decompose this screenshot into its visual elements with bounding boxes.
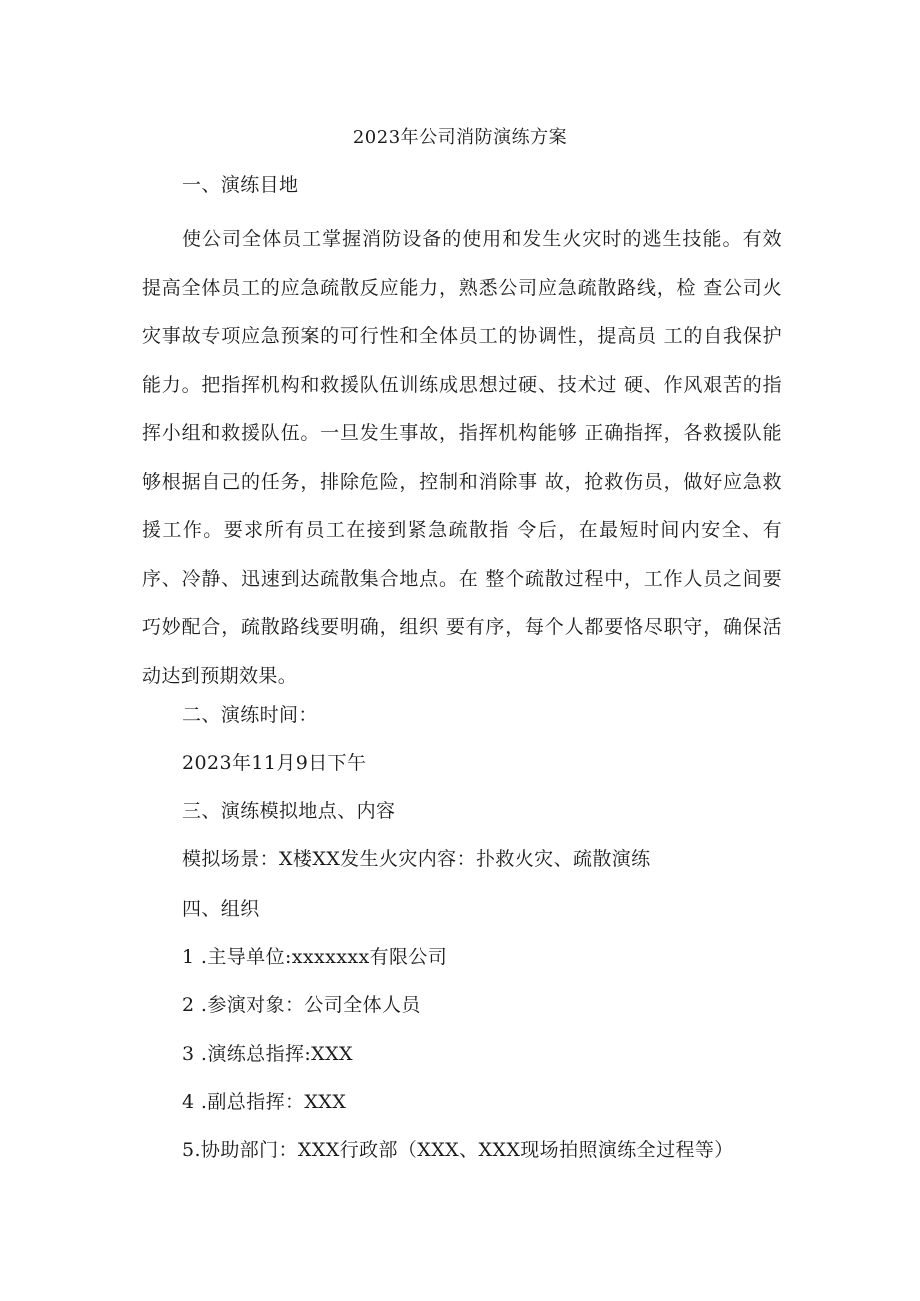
org-item-lead-unit: 1 .主导单位:xxxxxxx有限公司 <box>182 946 448 968</box>
org-item-assisting-department: 5.协助部门：XXX行政部（XXX、XXX现场拍照演练全过程等） <box>182 1139 734 1161</box>
section-heading-purpose: 一、演练目地 <box>182 174 299 196</box>
org-item-participants: 2 .参演对象：公司全体人员 <box>182 994 421 1016</box>
section-heading-location: 三、演练模拟地点、内容 <box>182 800 396 822</box>
org-item-deputy-commander: 4 .副总指挥：XXX <box>182 1091 347 1113</box>
document-title: 2023年公司消防演练方案 <box>352 127 568 148</box>
section-body-location: 模拟场景：X楼XX发生火灾内容：扑救火灾、疏散演练 <box>182 848 651 870</box>
section-heading-time: 二、演练时间： <box>182 704 318 726</box>
section-heading-organization: 四、组织 <box>182 898 260 920</box>
section-body-time: 2023年11月9日下午 <box>182 752 367 774</box>
org-item-chief-commander: 3 .演练总指挥:XXX <box>182 1043 353 1065</box>
section-body-purpose: 使公司全体员工掌握消防设备的使用和发生火灾时的逃生技能。有效提高全体员工的应急疏散反应能力，熟悉公司应急疏散路线，检 查公司火灾事故专项应急预案的可行性和全体员工的协调性，提高员 工的自我保护能力。把指挥机构和救援队伍训练成思想过硬、技术过 硬、作风艰苦的指挥小组和救援队伍。一旦发生事故，指挥机构能够 正确指挥，各救援队能够根据自己的任务，排除危险，控制和消除事 故，抢救伤员，做好应急救援工作。要求所有员工在接到紧急疏散指 令后，在最短时间内安全、有序、冷静、迅速到达疏散集合地点。在 整个疏散过程中，工作人员之间要巧妙配合，疏散路线要明确，组织 要有序，每个人都要恪尽职守，确保活动达到预期效果。 <box>142 228 782 687</box>
